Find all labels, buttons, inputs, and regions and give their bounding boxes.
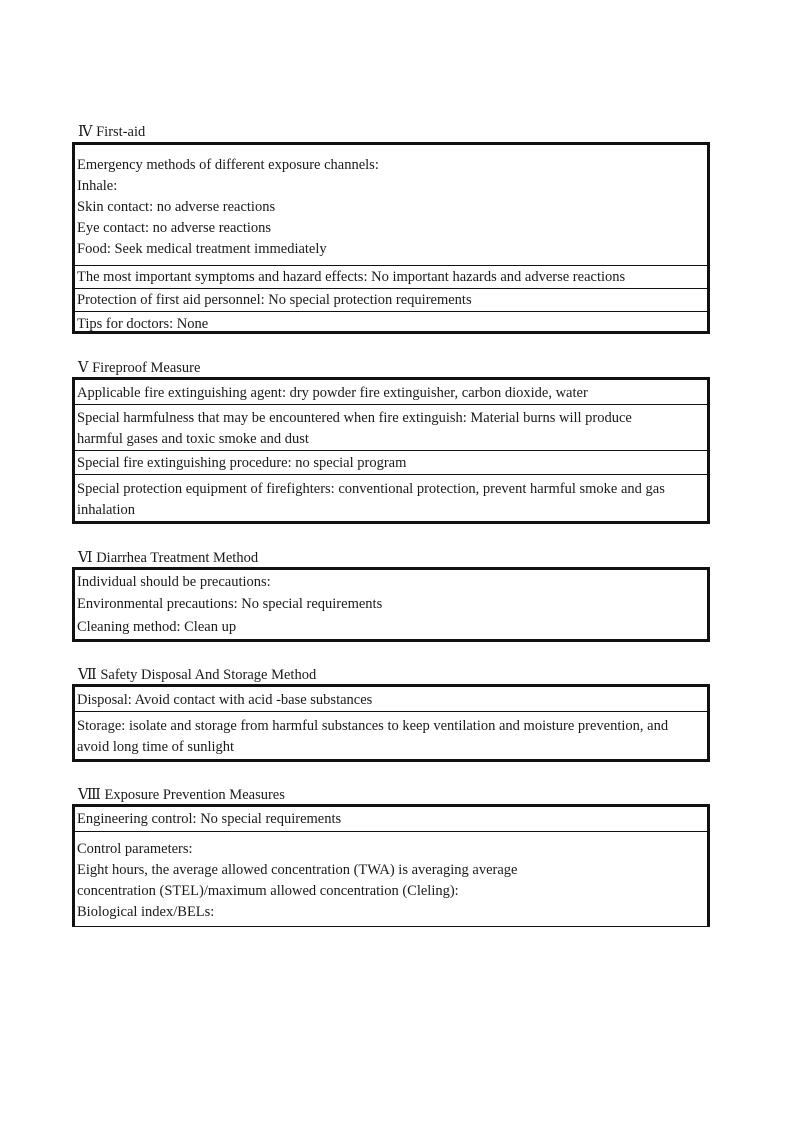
disposal-storage-table: [72, 684, 710, 762]
text-line: Storage: isolate and storage from harmful substances to keep ventilation and moisture prevention, and: [77, 718, 669, 734]
text-line: Eye contact: no adverse reactions: [77, 220, 272, 236]
disposal-row: [75, 687, 707, 711]
text-line: Engineering control: No special requirements: [77, 811, 342, 827]
text-line: Environmental precautions: No special requirements: [77, 596, 383, 612]
text-line: The most important symptoms and hazard effects: No important hazards and adverse reactions: [77, 269, 626, 285]
text-line: Cleaning method: Clean up: [77, 619, 237, 635]
fireproof-row-agent: [75, 380, 707, 404]
text-line: inhalation: [77, 502, 135, 518]
text-line: Inhale:: [77, 178, 118, 194]
exposure-prevention-table: [72, 804, 710, 927]
section-title-disposal-storage: Ⅶ Safety Disposal And Storage Method: [78, 667, 317, 683]
fireproof-row-procedure: [75, 450, 707, 474]
first-aid-row-doctors: [75, 311, 707, 331]
section-title-exposure-prevention: Ⅷ Exposure Prevention Measures: [78, 787, 285, 803]
text-line: concentration (STEL)/maximum allowed concentration (Cleling):: [77, 883, 459, 899]
first-aid-row-protection: [75, 288, 707, 311]
exposure-row-engineering: [75, 807, 707, 831]
first-aid-row-exposure: [75, 145, 707, 265]
text-line: Disposal: Avoid contact with acid -base substances: [77, 692, 373, 708]
text-line: Eight hours, the average allowed concentration (TWA) is averaging average: [77, 862, 518, 878]
first-aid-table: [72, 142, 710, 334]
text-line: Emergency methods of different exposure channels:: [77, 157, 379, 173]
text-line: Individual should be precautions:: [77, 574, 271, 590]
section-title-diarrhea: Ⅵ Diarrhea Treatment Method: [78, 550, 259, 566]
fireproof-row-equipment: [75, 474, 707, 521]
diarrhea-row-individual: [75, 570, 707, 593]
diarrhea-table: [72, 567, 710, 642]
text-line: Skin contact: no adverse reactions: [77, 199, 276, 215]
text-line: avoid long time of sunlight: [77, 739, 235, 755]
text-line: Special protection equipment of firefighters: conventional protection, prevent harmful smoke and gas: [77, 481, 665, 497]
text-line: Biological index/BELs:: [77, 904, 215, 920]
text-line: Protection of first aid personnel: No special protection requirements: [77, 292, 472, 308]
first-aid-row-symptoms: [75, 265, 707, 288]
text-line: Food: Seek medical treatment immediately: [77, 241, 327, 257]
text-line: Special harmfulness that may be encountered when fire extinguish: Material burns will produce: [77, 410, 632, 426]
storage-row: [75, 711, 707, 759]
text-line: Applicable fire extinguishing agent: dry powder fire extinguisher, carbon dioxide, water: [77, 385, 588, 401]
text-line: Tips for doctors: None: [77, 316, 209, 331]
text-line: Control parameters:: [77, 841, 193, 857]
fireproof-table: [72, 377, 710, 524]
text-line: harmful gases and toxic smoke and dust: [77, 431, 309, 447]
text-line: Special fire extinguishing procedure: no special program: [77, 455, 407, 471]
section-title-first-aid: Ⅳ First-aid: [78, 124, 146, 140]
fireproof-row-harmfulness: [75, 404, 707, 450]
diarrhea-row-cleaning: [75, 616, 707, 639]
exposure-row-control-parameters: [75, 831, 707, 926]
section-title-fireproof: Ⅴ Fireproof Measure: [78, 360, 201, 376]
diarrhea-row-environmental: [75, 593, 707, 616]
